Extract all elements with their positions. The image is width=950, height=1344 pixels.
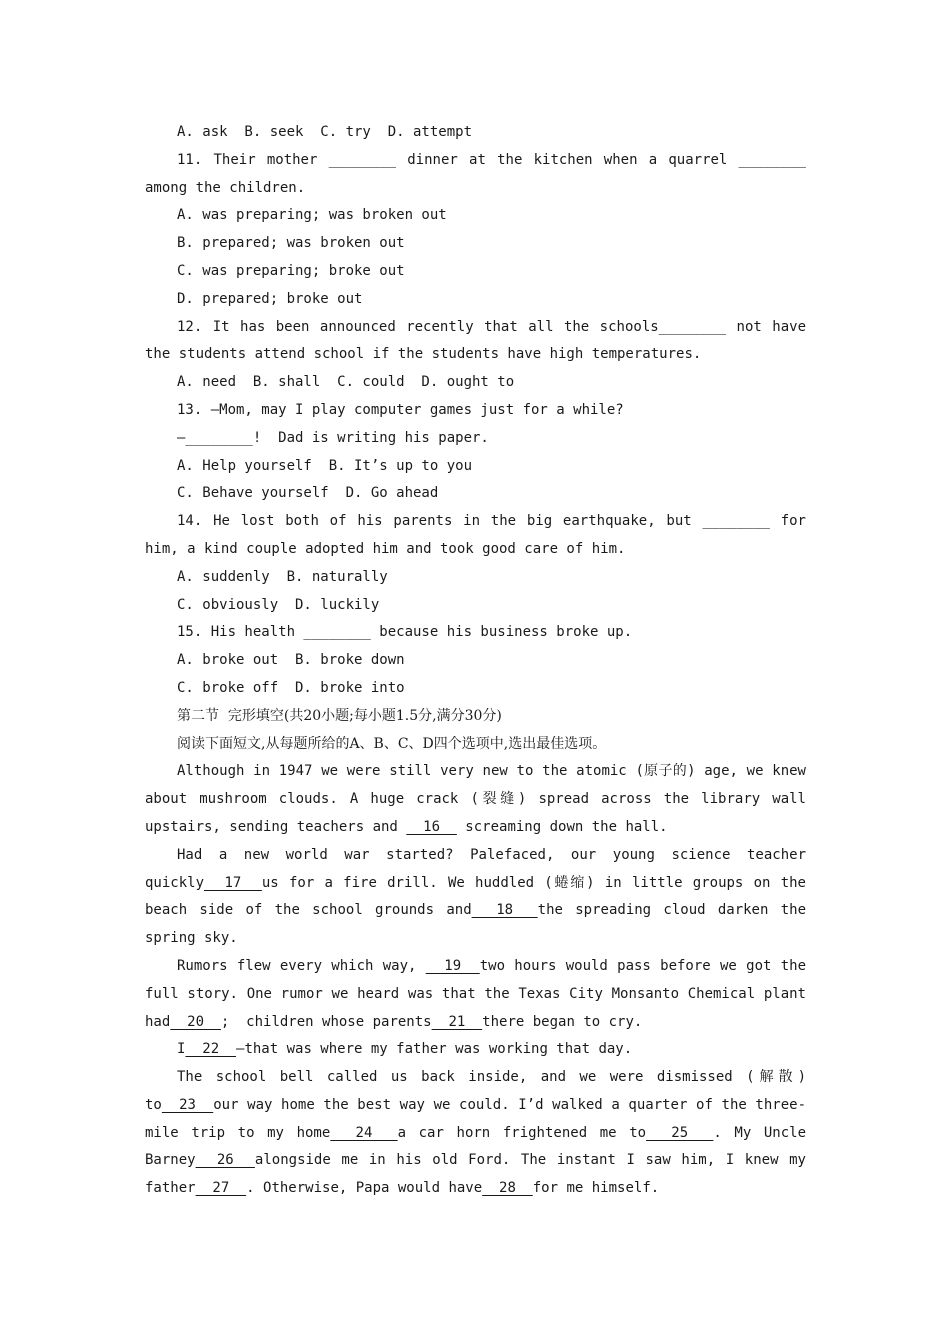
text-line: B. prepared; was broken out — [177, 235, 405, 252]
cloze-blank: 19 — [425, 957, 480, 974]
cloze-blank: 18 — [471, 902, 538, 919]
text-line: father 27 . Otherwise, Papa would have 28 for me himself. — [145, 1180, 660, 1197]
text-line: C. was preparing; broke out — [177, 262, 405, 279]
cloze-blank: 28 — [482, 1180, 533, 1197]
text-line: A. broke out B. broke down — [177, 652, 405, 669]
text-line: among the children. — [145, 179, 306, 196]
text-line: 13. —Mom, may I play computer games just for a while? — [177, 401, 624, 418]
cloze-blank: 22 — [185, 1041, 237, 1058]
text-line: A. Help yourself B. It’s up to you — [177, 457, 473, 474]
text-line: mile trip to my home 24 a car horn frightened me to 25 . My Uncle — [145, 1124, 806, 1141]
cloze-blank: 25 — [646, 1124, 714, 1141]
text-line: Rumors flew every which way, 19 two hours would pass before we got the — [177, 957, 806, 974]
text-line: 11. Their mother ________ dinner at the kitchen when a quarrel ________ — [177, 151, 806, 168]
cloze-blank: 27 — [195, 1180, 247, 1197]
text-line: A. need B. shall C. could D. ought to — [177, 374, 515, 391]
cloze-blank: 17 — [204, 874, 262, 891]
text-line: 15. His health ________ because his business broke up. — [177, 624, 633, 641]
cloze-blank: 16 — [406, 818, 457, 835]
text-line: had 20 ; children whose parents 21 there began to cry. — [145, 1013, 643, 1030]
text-line: spring sky. — [145, 930, 238, 947]
text-line: quickly 17 us for a fire drill. We huddled (蜷缩) in little groups on the — [145, 874, 806, 891]
text-line: A. ask B. seek C. try D. attempt — [177, 124, 473, 140]
cloze-blank: 21 — [431, 1013, 483, 1030]
text-line: 第二节 完形填空(共20小题;每小题1.5分,满分30分) — [177, 707, 502, 724]
text-line: Had a new world war started? Palefaced, our young science teacher — [177, 846, 806, 863]
text-line: —________! Dad is writing his paper. — [177, 429, 489, 446]
text-line: A. suddenly B. naturally — [177, 568, 388, 585]
text-line: to 23 our way home the best way we could. I’d walked a quarter of the three- — [145, 1096, 806, 1113]
cloze-blank: 26 — [195, 1152, 255, 1169]
text-line: D. prepared; broke out — [177, 290, 363, 307]
cloze-blank: 24 — [330, 1124, 398, 1141]
text-line: A. was preparing; was broken out — [177, 207, 447, 224]
cloze-blank: 23 — [161, 1096, 214, 1113]
text-line: him, a kind couple adopted him and took good care of him. — [145, 540, 626, 557]
text-line: Although in 1947 we were still very new to the atomic (原子的) age, we knew — [177, 763, 806, 780]
text-line: full story. One rumor we heard was that the Texas City Monsanto Chemical plant — [145, 985, 806, 1002]
text-line: The school bell called us back inside, and we were dismissed (解散) — [177, 1069, 806, 1086]
document-page — [145, 119, 806, 1203]
text-line: about mushroom clouds. A huge crack (裂缝) spread across the library wall — [145, 791, 806, 808]
text-line: I 22 —that was where my father was working that day. — [177, 1041, 633, 1058]
cloze-blank: 20 — [170, 1013, 221, 1030]
text-line: C. Behave yourself D. Go ahead — [177, 485, 439, 502]
text-line: C. broke off D. broke into — [177, 679, 405, 696]
text-line: the students attend school if the students have high temperatures. — [145, 346, 702, 363]
text-line: 12. It has been announced recently that all the schools________ not have — [177, 318, 806, 335]
text-line: 14. He lost both of his parents in the big earthquake, but ________ for — [177, 513, 806, 530]
text-line: beach side of the school grounds and 18 the spreading cloud darken the — [145, 902, 806, 919]
text-line: 阅读下面短文,从每题所给的A、B、C、D四个选项中,选出最佳选项。 — [177, 735, 607, 752]
text-line: C. obviously D. luckily — [177, 596, 380, 613]
text-line: upstairs, sending teachers and 16 screaming down the hall. — [145, 818, 668, 835]
text-line: Barney 26 alongside me in his old Ford. The instant I saw him, I knew my — [145, 1152, 806, 1169]
